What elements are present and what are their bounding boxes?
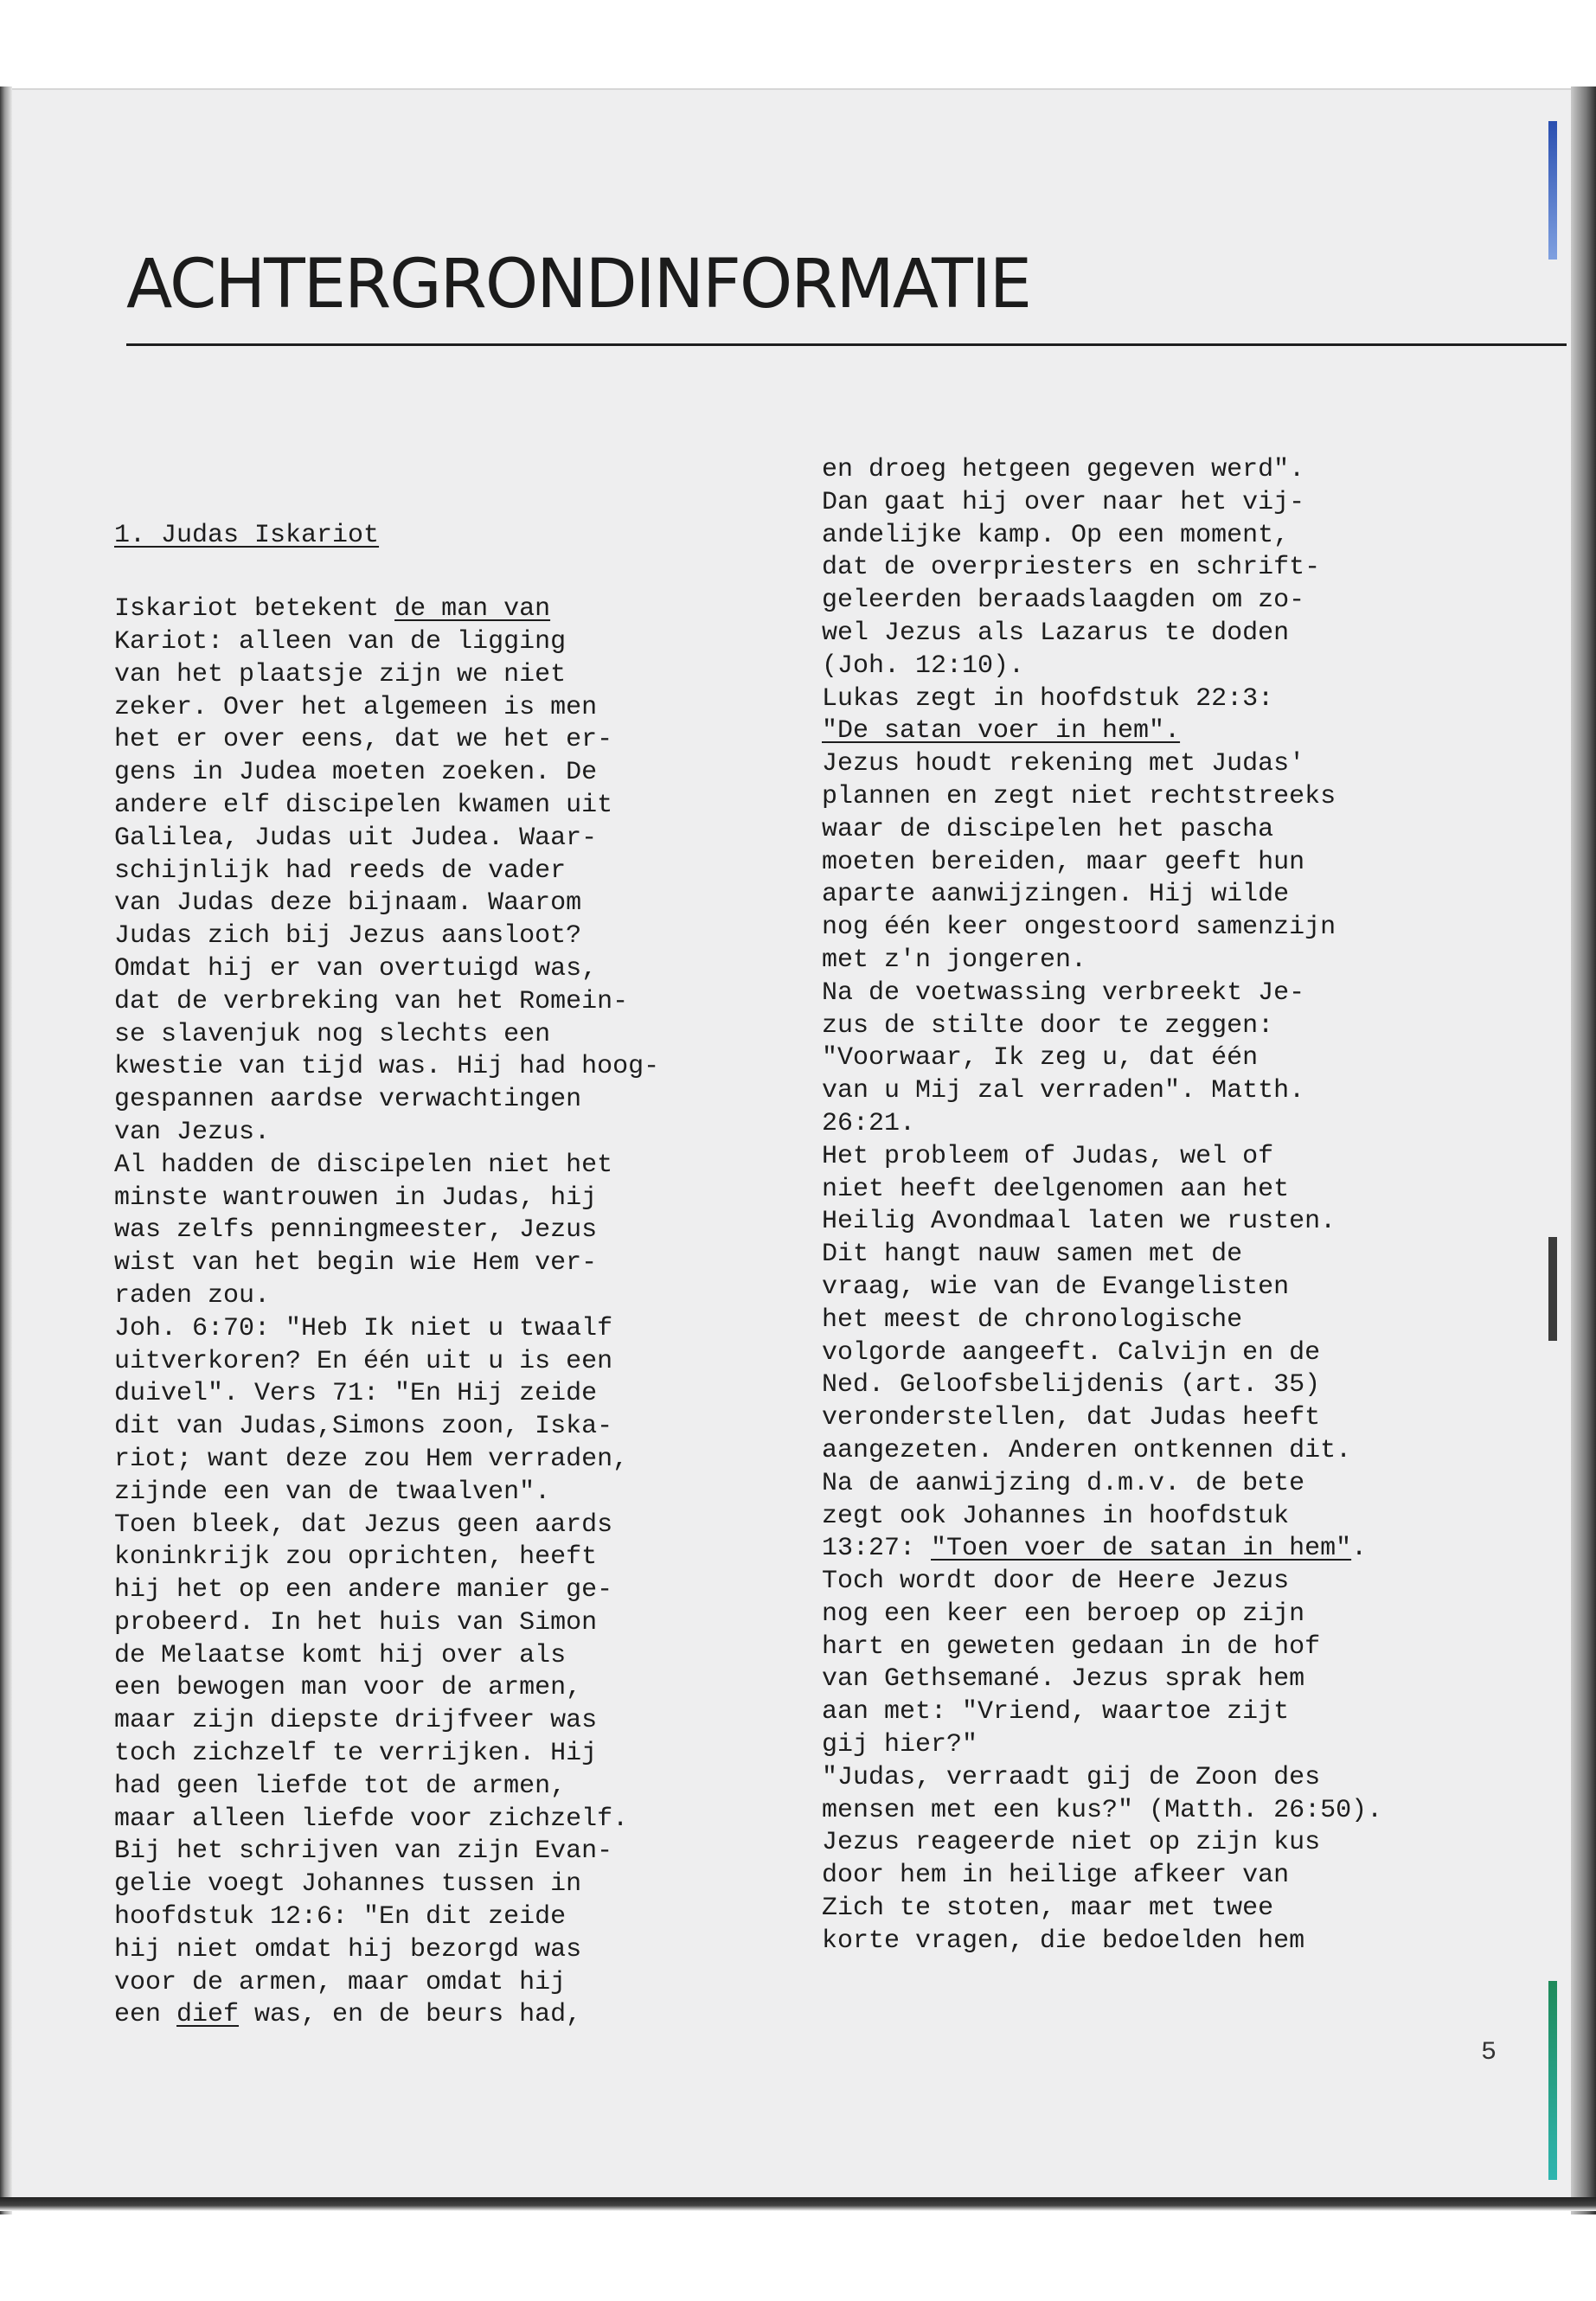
- text-line: gij hier?": [822, 1730, 978, 1760]
- text-line: maar alleen liefde voor zichzelf.: [114, 1804, 629, 1834]
- text-line: minste wantrouwen in Judas, hij: [114, 1183, 598, 1213]
- text-line: Al hadden de discipelen niet het: [114, 1150, 613, 1180]
- text-line: uitverkoren? En één uit u is een: [114, 1346, 613, 1376]
- text-line: door hem in heilige afkeer van: [822, 1861, 1290, 1891]
- text-line: het meest de chronologische: [822, 1304, 1243, 1335]
- text-line: zegt ook Johannes in hoofdstuk: [822, 1501, 1290, 1531]
- text-line: dat de overpriesters en schrift-: [822, 553, 1321, 583]
- text-line: riot; want deze zou Hem verraden,: [114, 1444, 629, 1474]
- text-line: 26:21.: [822, 1108, 916, 1138]
- text-line: hij niet omdat hij bezorgd was: [114, 1934, 582, 1965]
- text-line: maar zijn diepste drijfveer was: [114, 1706, 598, 1736]
- text-line: andere elf discipelen kwamen uit: [114, 790, 613, 820]
- text-line: was zelfs penningmeester, Jezus: [114, 1215, 598, 1246]
- right-column: [822, 454, 1382, 1958]
- text-line: zijnde een van de twaalven".: [114, 1477, 551, 1507]
- binding-tab-accent: [1548, 1981, 1557, 2180]
- text-line: schijnlijk had reeds de vader: [114, 856, 567, 886]
- left-column: [114, 454, 659, 2032]
- text-line: wist van het begin wie Hem ver-: [114, 1248, 598, 1279]
- text-line: aangezeten. Anderen ontkennen dit.: [822, 1435, 1352, 1465]
- scan-shadow-right: [1571, 87, 1596, 2214]
- text-line: veronderstellen, dat Judas heeft: [822, 1403, 1321, 1433]
- text-line: Het probleem of Judas, wel of: [822, 1141, 1274, 1171]
- text-line: hij het op een andere manier ge-: [114, 1575, 613, 1606]
- text-line: een bewogen man voor de armen,: [114, 1673, 582, 1703]
- text-line: Galilea, Judas uit Judea. Waar-: [114, 823, 598, 853]
- text-line: aan met: "Vriend, waartoe zijt: [822, 1697, 1290, 1727]
- text-line: probeerd. In het huis van Simon: [114, 1607, 598, 1638]
- text-line: raden zou.: [114, 1280, 271, 1311]
- text-line: van Gethsemané. Jezus sprak hem: [822, 1664, 1305, 1695]
- text-line: geleerden beraadslaagden om zo-: [822, 586, 1305, 616]
- text-line: zus de stilte door te zeggen:: [822, 1010, 1274, 1041]
- text-line: Lukas zegt in hoofdstuk 22:3:: [822, 683, 1274, 714]
- text-line: Toen bleek, dat Jezus geen aards: [114, 1509, 613, 1540]
- text-line: mensen met een kus?" (Matth. 26:50).: [822, 1795, 1383, 1825]
- text-line: se slavenjuk nog slechts een: [114, 1019, 551, 1049]
- text-line: aparte aanwijzingen. Hij wilde: [822, 880, 1290, 910]
- text-line: nog één keer ongestoord samenzijn: [822, 913, 1336, 943]
- text-line: dit van Judas,Simons zoon, Iska-: [114, 1412, 613, 1442]
- page-number: 5: [1481, 2038, 1497, 2067]
- text-line: vraag, wie van de Evangelisten: [822, 1272, 1290, 1302]
- text-line: waar de discipelen het pascha: [822, 814, 1274, 844]
- text-line: niet heeft deelgenomen aan het: [822, 1174, 1290, 1204]
- section-title: 1. Judas Iskariot: [114, 520, 380, 550]
- text-line: Dan gaat hij over naar het vij-: [822, 487, 1305, 517]
- text-line: Bij het schrijven van zijn Evan-: [114, 1836, 613, 1867]
- text-line: had geen liefde tot de armen,: [114, 1771, 567, 1801]
- text-line: Ned. Geloofsbelijdenis (art. 35): [822, 1370, 1321, 1400]
- text-line: wel Jezus als Lazarus te doden: [822, 618, 1290, 648]
- text-line: Iskariot betekent de man van: [114, 594, 551, 625]
- text-line: gelie voegt Johannes tussen in: [114, 1869, 582, 1900]
- page-heading: ACHTERGRONDINFORMATIE: [126, 246, 1031, 324]
- text-line: "Judas, verraadt gij de Zoon des: [822, 1762, 1321, 1792]
- text-line: 13:27: "Toen voer de satan in hem".: [822, 1534, 1368, 1564]
- text-line: voor de armen, maar omdat hij: [114, 1967, 567, 1997]
- binding-tab-accent: [1548, 121, 1557, 260]
- text-line: Jezus houdt rekening met Judas': [822, 749, 1305, 779]
- text-line: Na de aanwijzing d.m.v. de bete: [822, 1468, 1305, 1498]
- text-line: gespannen aardse verwachtingen: [114, 1085, 582, 1115]
- text-line: Na de voetwassing verbreekt Je-: [822, 977, 1305, 1008]
- text-line: Zich te stoten, maar met twee: [822, 1894, 1274, 1924]
- scan-shadow-left: [0, 87, 12, 2214]
- text-line: Kariot: alleen van de ligging: [114, 626, 567, 657]
- text-line: van het plaatsje zijn we niet: [114, 659, 567, 689]
- text-line: koninkrijk zou oprichten, heeft: [114, 1542, 598, 1573]
- text-line: en droeg hetgeen gegeven werd".: [822, 455, 1305, 484]
- text-line: van Jezus.: [114, 1117, 271, 1147]
- heading-rule: [126, 343, 1567, 346]
- text-line: andelijke kamp. Op een moment,: [822, 520, 1290, 550]
- text-line: hart en geweten gedaan in de hof: [822, 1631, 1321, 1662]
- binding-tab-accent: [1548, 1237, 1557, 1341]
- text-line: gens in Judea moeten zoeken. De: [114, 758, 598, 788]
- text-line: toch zichzelf te verrijken. Hij: [114, 1739, 598, 1769]
- text-line: duivel". Vers 71: "En Hij zeide: [114, 1379, 598, 1409]
- text-line: zeker. Over het algemeen is men: [114, 692, 598, 722]
- text-line: de Melaatse komt hij over als: [114, 1640, 567, 1670]
- text-line: nog een keer een beroep op zijn: [822, 1599, 1305, 1629]
- text-line: Heilig Avondmaal laten we rusten.: [822, 1207, 1336, 1237]
- text-line: van u Mij zal verraden". Matth.: [822, 1076, 1305, 1106]
- text-line: het er over eens, dat we het er-: [114, 725, 613, 755]
- text-line: Judas zich bij Jezus aansloot?: [114, 921, 582, 952]
- text-line: een dief was, en de beurs had,: [114, 2000, 582, 2030]
- text-line: Omdat hij er van overtuigd was,: [114, 953, 598, 984]
- scan-bottom-edge: [0, 2197, 1596, 2211]
- text-line: "Voorwaar, Ik zeg u, dat één: [822, 1043, 1259, 1074]
- text-line: volgorde aangeeft. Calvijn en de: [822, 1337, 1321, 1368]
- text-line: korte vragen, die bedoelden hem: [822, 1926, 1305, 1956]
- text-line: Jezus reageerde niet op zijn kus: [822, 1828, 1321, 1858]
- text-line: dat de verbreking van het Romein-: [114, 986, 629, 1016]
- text-line: hoofdstuk 12:6: "En dit zeide: [114, 1902, 567, 1932]
- text-line: moeten bereiden, maar geeft hun: [822, 847, 1305, 877]
- text-line: van Judas deze bijnaam. Waarom: [114, 888, 582, 919]
- text-line: (Joh. 12:10).: [822, 651, 1025, 681]
- text-line: kwestie van tijd was. Hij had hoog-: [114, 1052, 660, 1082]
- text-line: Toch wordt door de Heere Jezus: [822, 1567, 1290, 1597]
- text-line: Dit hangt nauw samen met de: [822, 1240, 1243, 1270]
- text-line: plannen en zegt niet rechtstreeks: [822, 781, 1336, 811]
- text-line: "De satan voer in hem".: [822, 716, 1181, 747]
- text-line: met z'n jongeren.: [822, 945, 1087, 975]
- text-line: Joh. 6:70: "Heb Ik niet u twaalf: [114, 1313, 613, 1343]
